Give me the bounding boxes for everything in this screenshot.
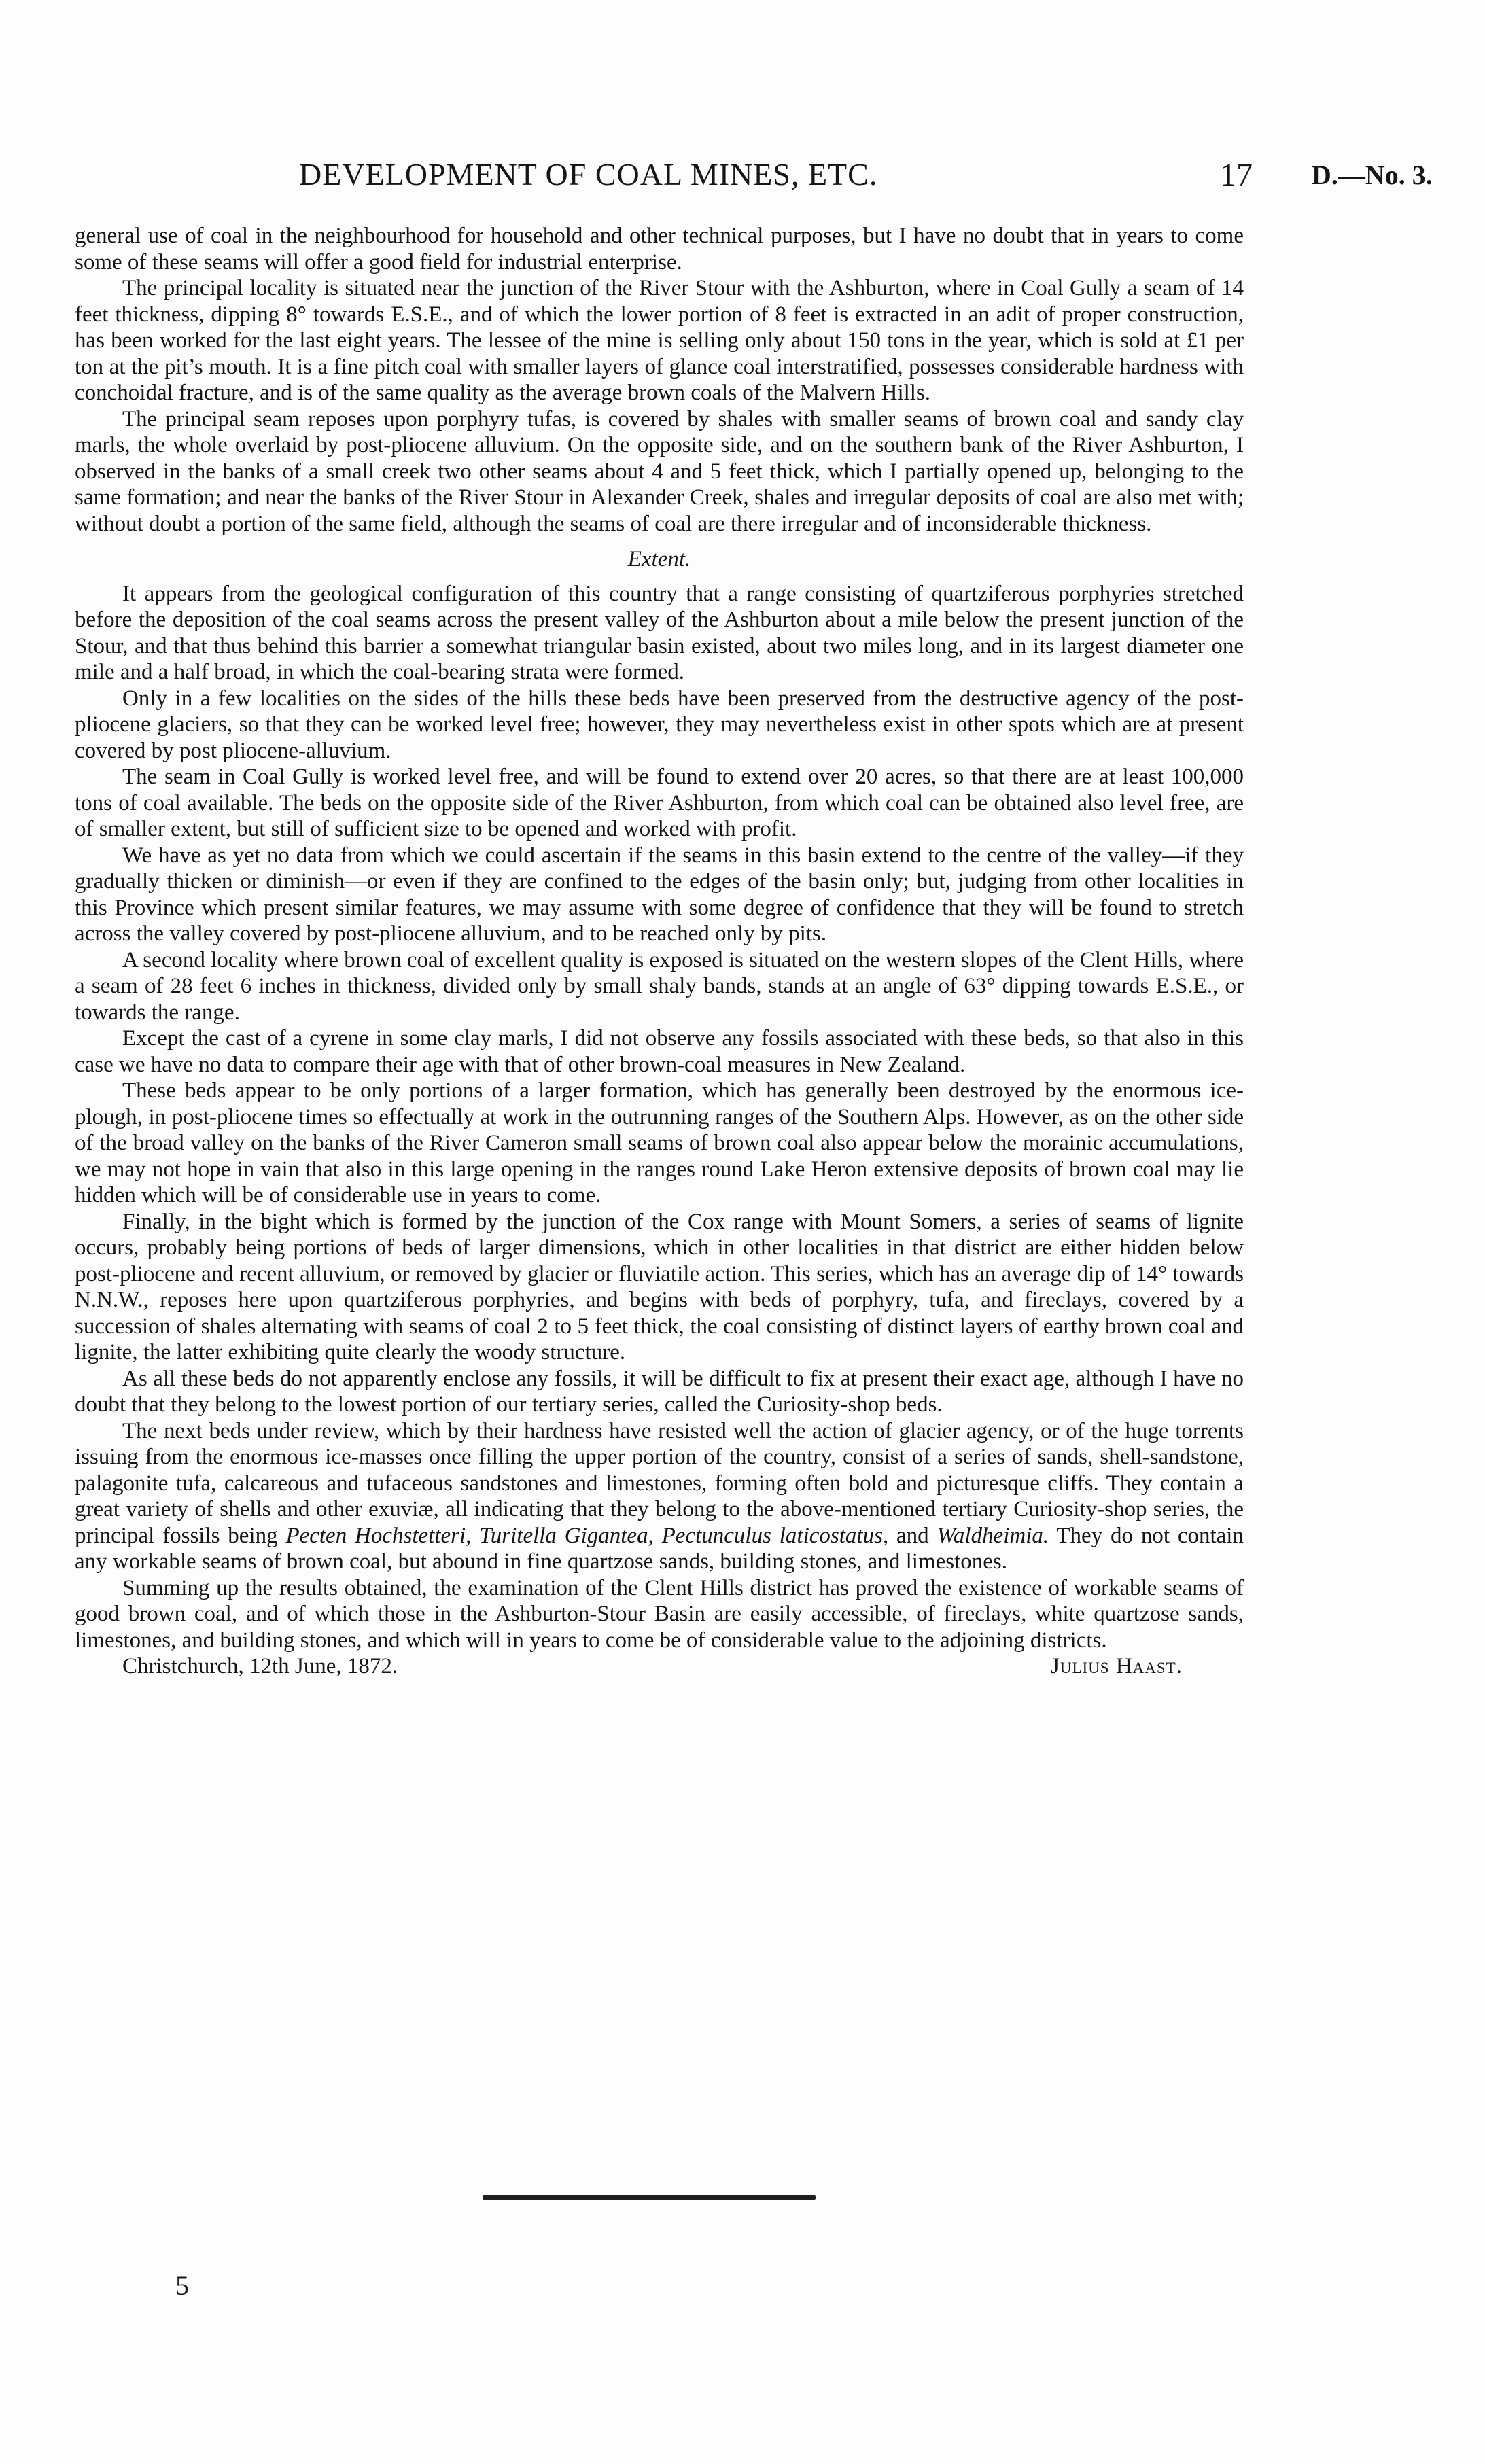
paragraph: Finally, in the bight which is formed by the junction of the Cox range with Mount Somers, a series of seams of lignite occurs, probably being portions of beds of larger dimensions, which in other localities in that district are either hidden below post-pliocene and recent alluvium, or removed by glacier or fluviatile action. This series, which has an average dip of 14° towards N.N.W., reposes here upon quartziferous porphyries, and begins with beds of porphyry, tufa, and fireclays, covered by a succession of shales alternating with seams of coal 2 to 5 feet thick, the coal consisting of distinct layers of earthy brown coal and lignite, the latter exhibiting quite clearly the woody structure. [75, 1209, 1244, 1365]
paragraph: It appears from the geological configuration of this country that a range consisting of quartziferous porphyries stretched before the deposition of the coal seams across the present valley of the Ashburton about a mile below the present junction of the Stour, and that thus behind this barrier a somewhat triangular basin existed, about two miles long, and in its largest diameter one mile and a half broad, in which the coal-bearing strata were formed. [75, 581, 1244, 684]
paragraph: The principal seam reposes upon porphyry tufas, is covered by shales with smaller seams of brown coal and sandy clay marls, the whole overlaid by post-pliocene alluvium. On the opposite side, and on the southern bank of the River Ashburton, I observed in the banks of a small creek two other seams about 4 and 5 feet thick, which I partially opened up, belonging to the same formation; and near the banks of the River Stour in Alexander Creek, shales and irregular deposits of coal are also met with; without doubt a portion of the same field, although the seams of coal are there irregular and of inconsiderable thickness. [75, 406, 1244, 536]
summary-paragraph: Summing up the results obtained, the examination of the Clent Hills district has proved the existence of workable seams of good brown coal, and of which those in the Ashburton-Stour Basin are easily accessible, of fireclays, white quartzose sands, limestones, and building stones, and which will in years to come be of considerable value to the adjoining districts. [75, 1575, 1244, 1653]
paragraph: These beds appear to be only portions of a larger formation, which has generally been destroyed by the enormous ice-plough, in post-pliocene times so effectually at work in the outrunning ranges of the Southern Alps. However, as on the other side of the broad valley on the banks of the River Cameron small seams of brown coal also appear below the morainic accumulations, we may not hope in vain that also in this large opening in the ranges round Lake Heron extensive deposits of brown coal may lie hidden which will be of considerable use in years to come. [75, 1078, 1244, 1208]
fossil-paragraph [75, 1418, 1244, 1575]
paragraph: We have as yet no data from which we could ascertain if the seams in this basin extend to the centre of the valley—if they gradually thicken or diminish—or even if they are confined to the edges of the basin only; but, judging from other localities in this Province which present similar features, we may assume with some degree of confidence that they will be found to stretch across the valley covered by post-pliocene alluvium, and to be reached only by pits. [75, 843, 1244, 946]
running-title: DEVELOPMENT OF COAL MINES, ETC. [299, 157, 878, 192]
fossil-and: and [888, 1523, 937, 1548]
signoff [75, 1653, 1244, 1680]
document-reference: D.—No. 3. [1312, 160, 1433, 190]
page-number: 17 [1220, 157, 1253, 193]
closing-rule [483, 2195, 816, 2200]
signature-mark: 5 [175, 2270, 189, 2301]
section-heading: Extent. [627, 547, 691, 571]
paragraph: A second locality where brown coal of excellent quality is exposed is situated on the western slopes of the Clent Hills, where a seam of 28 feet 6 inches in thickness, divided only by small shaly bands, stands at an angle of 63° dipping towards E.S.E., or towards the range. [75, 947, 1244, 1025]
paragraph: Only in a few localities on the sides of the hills these beds have been preserved from the destructive agency of the post-pliocene glaciers, so that they can be worked level free; however, they may nevertheless exist in other spots which are at present covered by post pliocene-alluvium. [75, 686, 1244, 763]
author-signature: Julius Haast. [1051, 1654, 1183, 1678]
article-body [75, 223, 1244, 1680]
paragraph: The principal locality is situated near the junction of the River Stour with the Ashburton, where in Coal Gully a seam of 14 feet thickness, dipping 8° towards E.S.E., and of which the lower portion of 8 feet is extracted in an adit of proper construction, has been worked for the last eight years. The lessee of the mine is selling only about 150 tons in the year, which is sold at £1 per ton at the pit’s mouth. It is a fine pitch coal with smaller layers of glance coal interstratified, possesses considerable hardness with conchoidal fracture, and is of the same quality as the average brown coals of the Malvern Hills. [75, 276, 1244, 405]
paragraph: The seam in Coal Gully is worked level free, and will be found to extend over 20 acres, so that there are at least 100,000 tons of coal available. The beds on the opposite side of the River Ashburton, from which coal can be obtained also level free, are of smaller extent, but still of sufficient size to be opened and worked with profit. [75, 764, 1244, 841]
paragraph: Except the cast of a cyrene in some clay marls, I did not observe any fossils associated with these beds, so that also in this case we have no data to compare their age with that of other brown-coal measures in New Zealand. [75, 1026, 1244, 1077]
fossil-text-after: They do not contain any workable seams of brown coal, but abound in fine quartzose sands, building stones, and limestones. [75, 1523, 1244, 1574]
place-date: Christchurch, 12th June, 1872. [122, 1654, 398, 1678]
fossil-text-before: The next beds under review, which by their hardness have resisted well the action of glacier agency, or of the huge torrents issuing from the enormous ice-masses once filling the upper portion of the country, consist of a series of sands, shell-sandstone, palagonite tufa, calcareous and tufaceous sandstones and limestones, forming often bold and picturesque cliffs. They contain a great variety of shells and other exuviæ, all indicating that they belong to the above-mentioned tertiary Curiosity-shop series, the principal fossils being [75, 1418, 1244, 1548]
fossil-taxa: Pecten Hochstetteri, Turitella Gigantea, Pectunculus laticostatus, [285, 1523, 889, 1548]
fossil-taxon-last: Waldheimia. [937, 1523, 1049, 1548]
page-header [0, 156, 1485, 197]
paragraph: As all these beds do not apparently enclose any fossils, it will be difficult to fix at present their exact age, although I have no doubt that they belong to the lowest portion of our tertiary series, called the Curiosity-shop beds. [75, 1366, 1244, 1417]
paragraph: general use of coal in the neighbourhood for household and other technical purposes, but I have no doubt that in years to come some of these seams will offer a good field for industrial enterprise. [75, 224, 1244, 275]
